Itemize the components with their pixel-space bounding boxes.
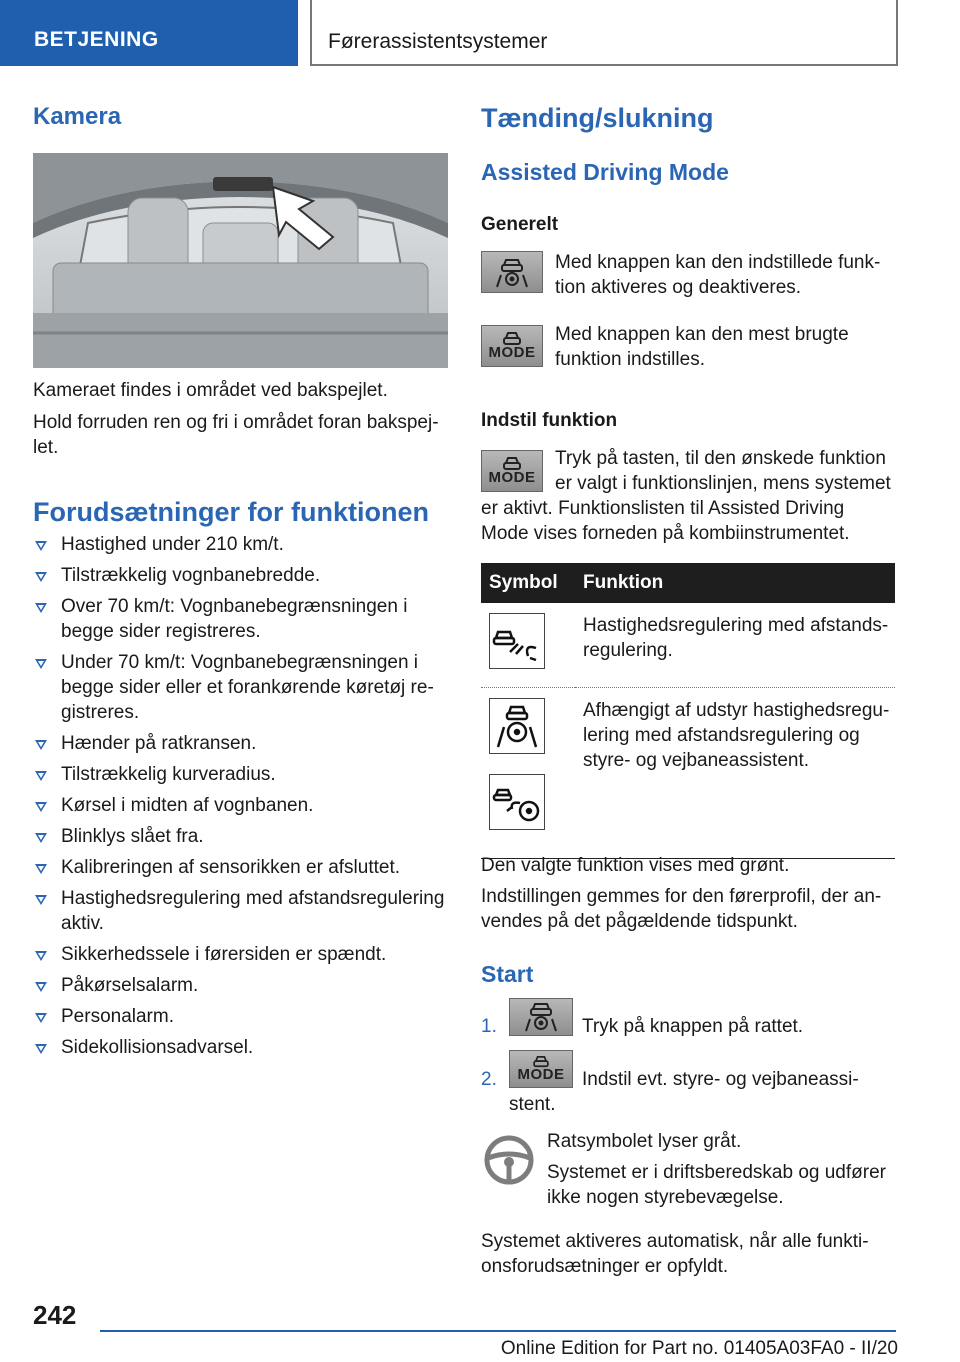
function-table: [481, 563, 895, 859]
start-heading: Start: [481, 961, 534, 987]
triangle-bullet-icon: [35, 572, 47, 582]
section-label: BETJENING: [34, 28, 159, 51]
steering-wheel-grey-icon: [481, 1132, 537, 1188]
mode-label: MODE: [488, 344, 536, 361]
list-item: Påkørselsalarm.: [33, 973, 453, 998]
chapter-label: Førerassistentsystemer: [328, 30, 548, 53]
triangle-bullet-icon: [35, 659, 47, 669]
camera-text-1: Kameraet findes i området ved bakspejlet.: [33, 380, 388, 401]
triangle-bullet-icon: [35, 833, 47, 843]
page-number: 242: [33, 1300, 77, 1330]
final-text: Systemet aktiveres automatisk, når alle funkti-onsforudsætninger er opfyldt.: [481, 1231, 869, 1277]
step-2-number: 2.: [481, 1069, 497, 1090]
section-tab: [0, 0, 298, 66]
mode-button-icon-2: [481, 450, 543, 492]
list-item: Blinklys slået fra.: [33, 824, 453, 849]
list-item: Tilstrækkelig vognbanebredde.: [33, 563, 453, 588]
list-item: Kørsel i midten af vognbanen.: [33, 793, 453, 818]
edition-text: Online Edition for Part no. 01405A03FA0 - II/20: [500, 1338, 898, 1359]
steering-assistant-icon: [489, 698, 545, 754]
table-row: [481, 688, 895, 859]
prerequisites-list: [33, 532, 453, 1066]
after-table-text-1: Den valgte funktion vises med grønt.: [481, 855, 790, 876]
triangle-bullet-icon: [35, 740, 47, 750]
mode-label: MODE: [517, 1066, 565, 1083]
after-table-text-2: Indstillingen gemmes for den førerprofil, der an-vendes på det pågældende tidspunkt.: [481, 886, 882, 932]
list-item: Sidekollisionsadvarsel.: [33, 1035, 453, 1060]
table-row: [481, 603, 895, 688]
list-item: Over 70 km/t: Vognbanebegrænsningen i begge sider registreres.: [33, 594, 453, 644]
chapter-tab: [310, 0, 898, 66]
triangle-bullet-icon: [35, 982, 47, 992]
distance-steering-icon: [489, 774, 545, 830]
wheel-text-1: Ratsymbolet lyser gråt.: [547, 1131, 742, 1152]
triangle-bullet-icon: [35, 771, 47, 781]
distance-control-icon: [489, 613, 545, 669]
table-row-2-text: Afhængigt af udstyr hastighedsregu-lering med afstandsregulering og styre- og vejbaneassistent.: [575, 688, 895, 859]
set-function-heading: Indstil funktion: [481, 410, 618, 431]
list-item: Hænder på ratkransen.: [33, 731, 453, 756]
table-header-symbol: Symbol: [481, 563, 575, 603]
triangle-bullet-icon: [35, 864, 47, 874]
step-2-text-b: stent.: [509, 1094, 556, 1115]
page-subtitle: Assisted Driving Mode: [481, 159, 729, 185]
assisted-driving-button-icon: [481, 251, 543, 293]
triangle-bullet-icon: [35, 951, 47, 961]
page-title: Tænding/slukning: [481, 103, 714, 133]
set-function-text-a: Tryk på tasten, til den ønskede funktion er valgt i funktionslinjen, mens systemet: [555, 448, 891, 494]
camera-heading: Kamera: [33, 103, 122, 130]
step-1-number: 1.: [481, 1016, 497, 1037]
list-item: Hastighedsregulering med afstandsregulering aktiv.: [33, 886, 453, 936]
mode-label: MODE: [488, 469, 536, 486]
steering-wheel-button-icon: [509, 998, 573, 1036]
footer-divider: [100, 1330, 896, 1332]
table-header-function: Funktion: [575, 563, 895, 603]
list-item: Sikkerhedssele i førersiden er spændt.: [33, 942, 453, 967]
triangle-bullet-icon: [35, 895, 47, 905]
triangle-bullet-icon: [35, 802, 47, 812]
triangle-bullet-icon: [35, 603, 47, 613]
general-text-2: Med knappen kan den mest brugte funktion indstilles.: [555, 324, 849, 370]
list-item: Kalibreringen af sensorikken er afsluttet.: [33, 855, 453, 880]
general-text-1: Med knappen kan den indstillede funk-tion aktiveres og deaktiveres.: [555, 252, 881, 298]
step-2-text-a: Indstil evt. styre- og vejbaneassi-: [582, 1069, 859, 1090]
camera-photo: [33, 153, 448, 368]
triangle-bullet-icon: [35, 1044, 47, 1054]
list-item: Tilstrækkelig kurveradius.: [33, 762, 453, 787]
general-heading: Generelt: [481, 214, 559, 235]
list-item: Under 70 km/t: Vognbanebegrænsningen i begge sider eller et forankørende køretøj re-gistreres.: [33, 650, 453, 725]
mode-button-icon: [481, 325, 543, 367]
set-function-text-b: er aktivt. Funktionslisten til Assisted Driving Mode vises forneden på kombiinstrumentet.: [481, 498, 850, 544]
prerequisites-heading: Forudsætninger for funktionen: [33, 497, 429, 527]
triangle-bullet-icon: [35, 1013, 47, 1023]
list-item: Personalarm.: [33, 1004, 453, 1029]
list-item: Hastighed under 210 km/t.: [33, 532, 453, 557]
triangle-bullet-icon: [35, 541, 47, 551]
mode-button-icon-3: [509, 1050, 573, 1088]
step-1-text: Tryk på knappen på rattet.: [582, 1016, 804, 1037]
table-row-1-text: Hastighedsregulering med afstands-regulering.: [575, 603, 895, 688]
wheel-text-2: Systemet er i driftsberedskab og udfører ikke nogen styrebevægelse.: [547, 1162, 886, 1208]
camera-text-2: Hold forruden ren og fri i området foran bakspej- let.: [33, 412, 439, 458]
